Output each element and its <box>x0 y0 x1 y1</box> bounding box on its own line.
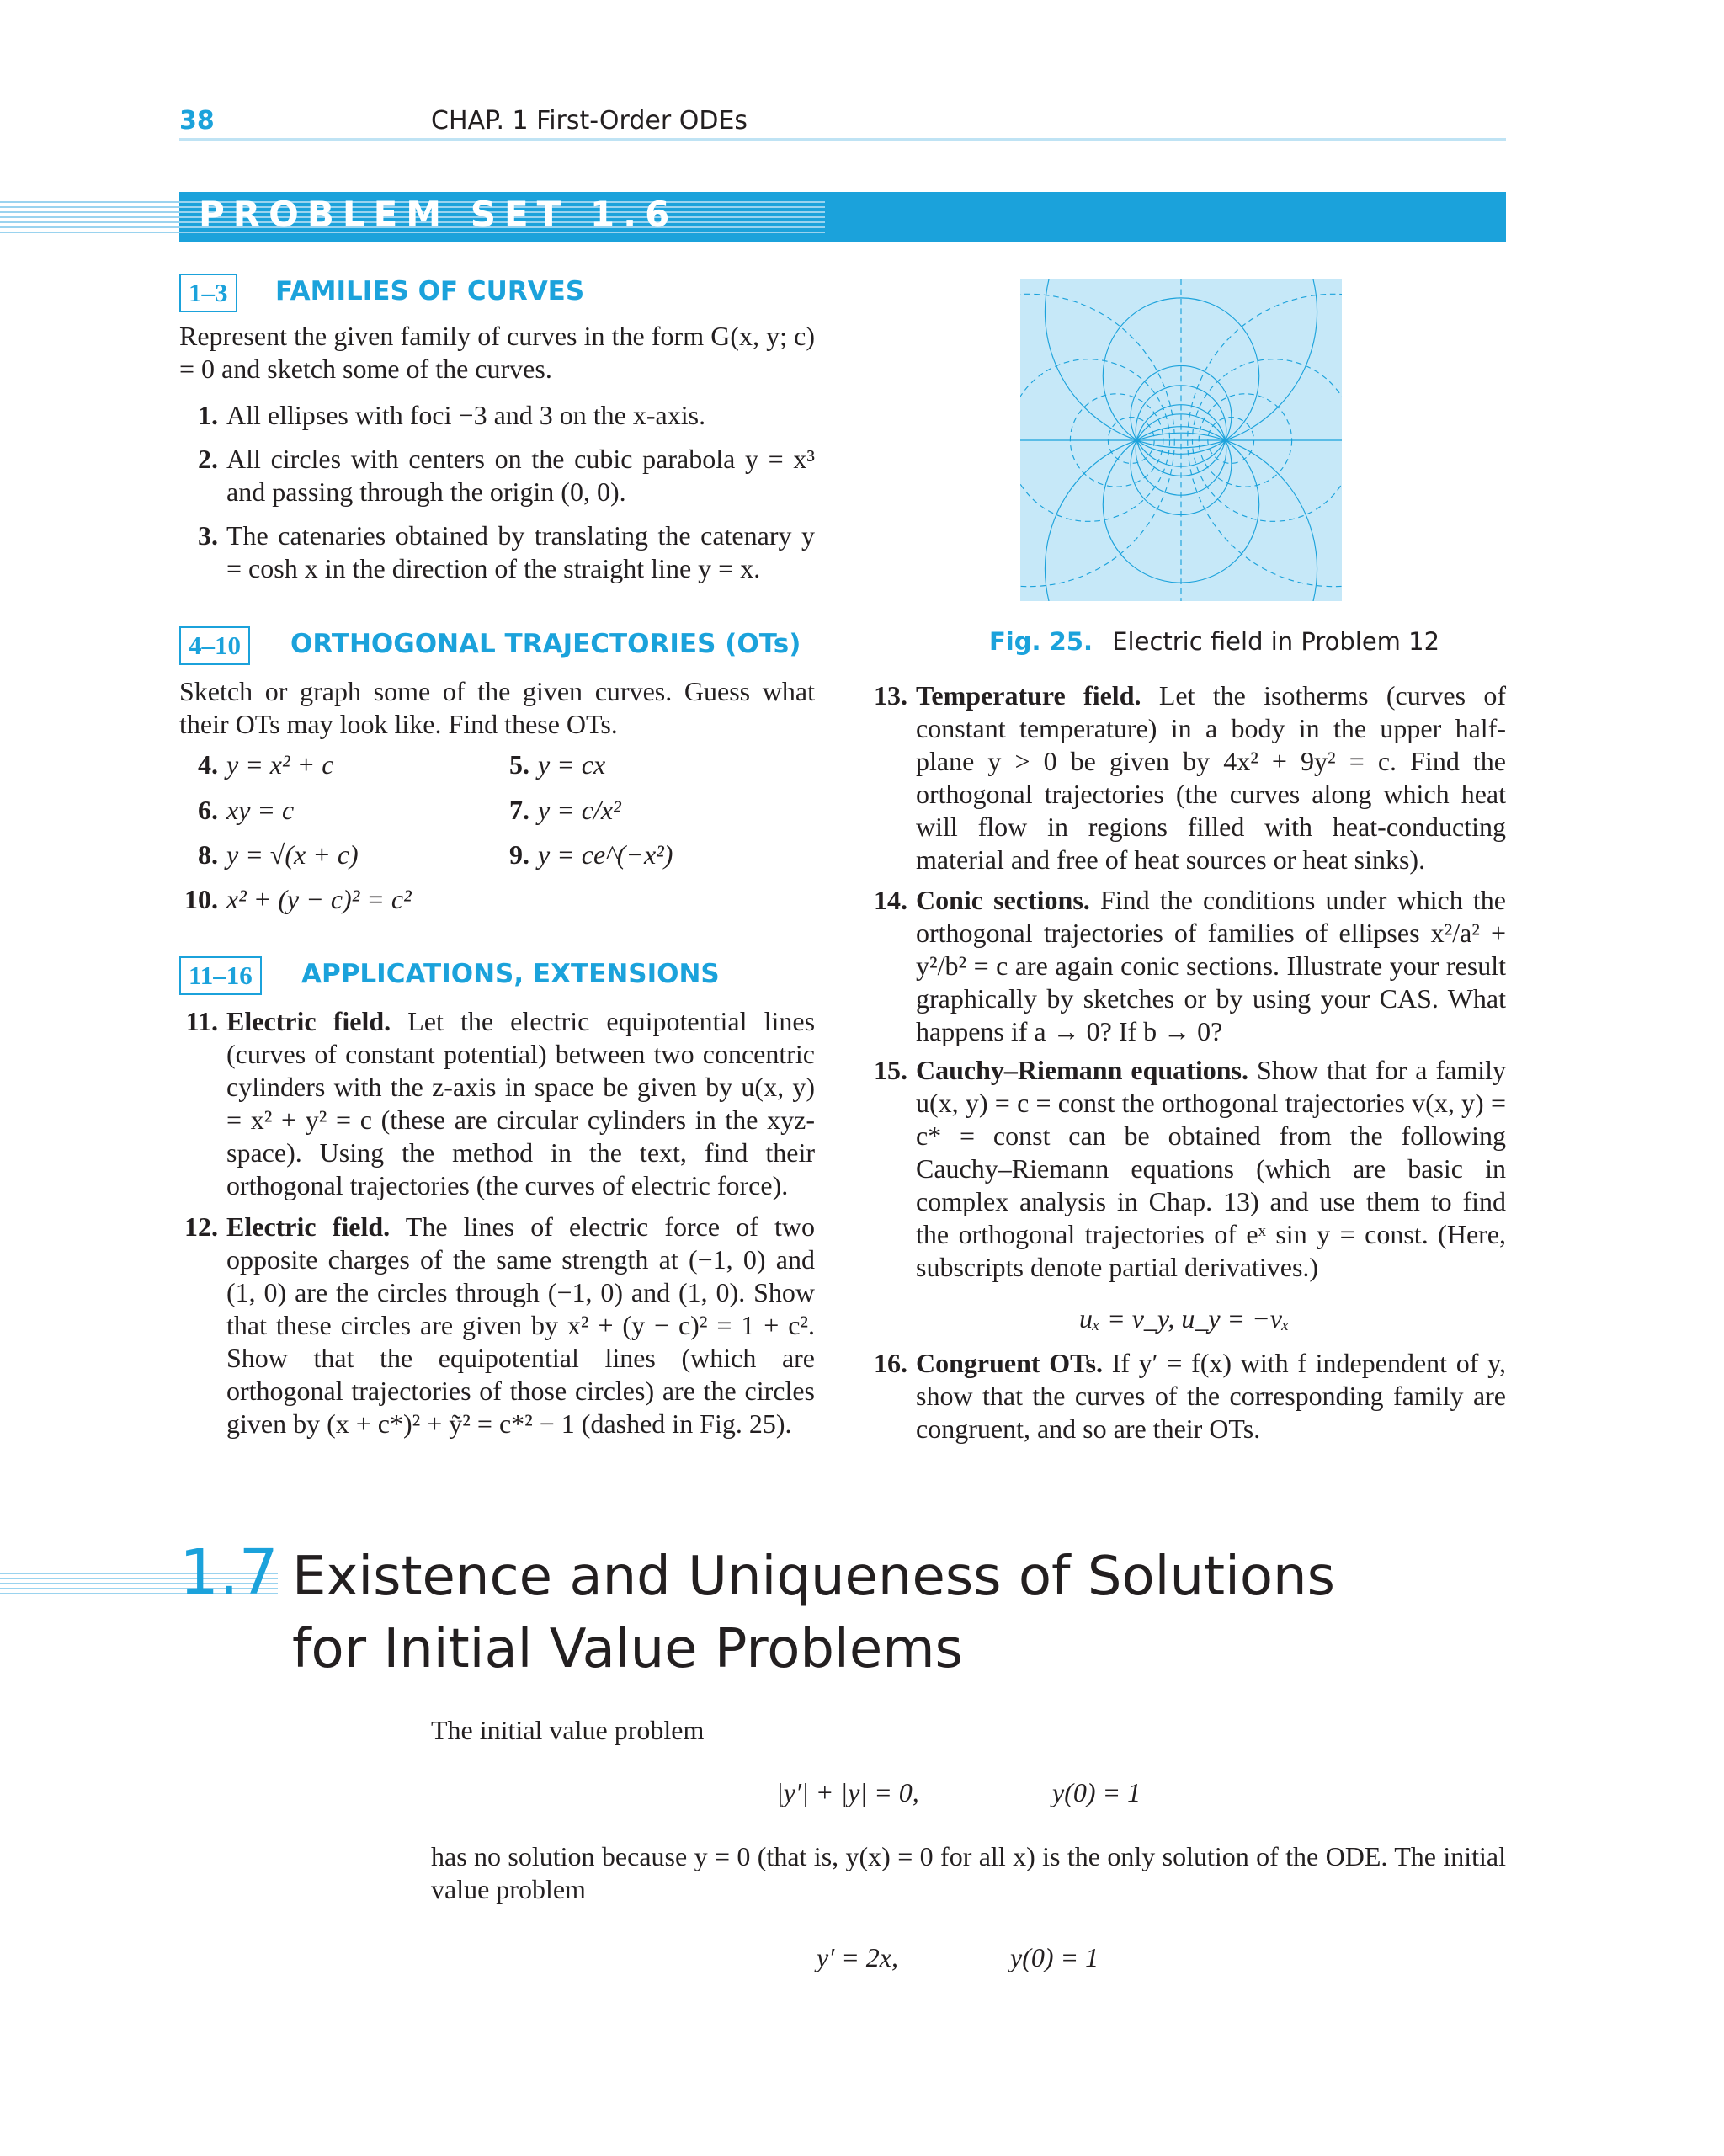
page-number: 38 <box>179 106 215 136</box>
section-range-11-16: 11–16 <box>179 956 262 995</box>
problem-number: 15. <box>874 1055 907 1085</box>
problem-3 <box>179 519 815 585</box>
problem-number: 2. <box>198 444 218 474</box>
problem-2 <box>179 443 815 508</box>
problem-lead: Electric field. <box>226 1006 391 1036</box>
problem-number: 12. <box>184 1211 218 1242</box>
problem-11 <box>179 1005 815 1202</box>
problem-number: 13. <box>874 680 907 711</box>
section-intro-ots: Sketch or graph some of the given curves. Guess what their OTs may look like. Find these OTs. <box>179 676 815 739</box>
problem-number: 5. <box>509 749 529 780</box>
equation-1-right: y(0) = 1 <box>1052 1777 1141 1807</box>
section-title-ots: ORTHOGONAL TRAJECTORIES (OTs) <box>290 629 801 659</box>
header-rule <box>179 138 1506 141</box>
problem-6 <box>179 794 491 827</box>
problem-text: y = cx <box>538 749 606 780</box>
problem-9 <box>491 838 815 871</box>
problem-text: Let the electric equipotential lines (curves of constant potential) between two concentric cylinders with the z-axis in space be given by u(x, y) = x² + y² = c (these are circular cylinders in the xyz-space). Using the method in the text, find their orthogonal trajectories (the curves of electric force). <box>226 1006 816 1200</box>
problem-number: 9. <box>509 839 529 870</box>
problem-text: The lines of electric force of two opposite charges of the same strength at (−1, 0) and (1, 0) are the circles through (−1, 0) and (1, 0). Show that these circles are given by x² + (y − c)² = 1 + c². Show that the equipotential lines (which are orthogonal trajectories of those circles) are the circles given by (x + c*)² + ỹ² = c*² − 1 (dashed in Fig. 25). <box>226 1211 816 1439</box>
field-lines-plot <box>1020 279 1342 601</box>
problem-text: Find the conditions under which the orthogonal trajectories of families of ellipses x²/a² + y²/b² = c are again conic sections. Illustrate your result graphically by sketches or by using your CAS. What happens if a → 0? If b → 0? <box>916 885 1507 1046</box>
problem-1 <box>179 399 815 432</box>
problem-7 <box>491 794 815 827</box>
problem-text: xy = c <box>226 795 295 825</box>
problem-16 <box>869 1347 1506 1445</box>
equation-1-left: |y′| + |y| = 0, <box>776 1777 919 1807</box>
body-paragraph-1: The initial value problem <box>431 1715 705 1745</box>
problem-lead: Electric field. <box>226 1211 391 1242</box>
section-range-1-3: 1–3 <box>179 274 237 312</box>
problem-5 <box>491 748 815 781</box>
problem-text: The catenaries obtained by translating the catenary y = cosh x in the direction of the straight line y = x. <box>226 520 815 583</box>
problem-12 <box>179 1211 815 1440</box>
problem-10 <box>179 883 815 916</box>
problem-13 <box>869 679 1506 876</box>
problem-number: 16. <box>874 1348 907 1378</box>
section-title-families: FAMILIES OF CURVES <box>275 276 585 306</box>
section-intro-families: Represent the given family of curves in the form G(x, y; c) = 0 and sketch some of the curves. <box>179 321 815 384</box>
problem-8 <box>179 838 491 871</box>
section-title-line-2: for Initial Value Problems <box>292 1618 963 1680</box>
problem-text: y = x² + c <box>226 749 334 780</box>
problem-number: 4. <box>198 749 218 780</box>
problem-number: 7. <box>509 795 529 825</box>
problem-lead: Congruent OTs. <box>916 1348 1103 1378</box>
figure-label: Fig. 25. <box>989 627 1093 656</box>
problem-text: If y′ = f(x) with f independent of y, show that the curves of the corresponding family are congruent, and so are their OTs. <box>916 1348 1507 1444</box>
problem-text: All ellipses with foci −3 and 3 on the x-axis. <box>226 400 706 430</box>
section-title <box>292 1541 1335 1685</box>
figure-caption-text: Electric field in Problem 12 <box>1112 627 1440 656</box>
body-paragraph-2: has no solution because y = 0 (that is, y(x) = 0 for all x) is the only solution of the ODE. The initial value problem <box>431 1841 1506 1904</box>
electric-field-figure <box>1020 279 1342 601</box>
problem-number: 3. <box>198 520 218 551</box>
problem-text: Let the isotherms (curves of constant temperature) in a body in the upper half-plane y > 0 be given by 4x² + 9y² = c. Find the orthogonal trajectories (the curves along which heat will flow in regions filled with heat-conducting material and free of heat sources or heat sinks). <box>916 680 1507 875</box>
problem-lead: Conic sections. <box>916 885 1090 915</box>
problem-text: y = √(x + c) <box>226 839 359 870</box>
section-number: 1.7 <box>179 1536 279 1609</box>
problem-text: x² + (y − c)² = c² <box>226 884 412 914</box>
section-range-4-10: 4–10 <box>179 626 250 665</box>
running-head: CHAP. 1 First-Order ODEs <box>431 106 748 136</box>
section-title-apps: APPLICATIONS, EXTENSIONS <box>301 959 720 989</box>
problem-number: 6. <box>198 795 218 825</box>
problem-number: 14. <box>874 885 907 915</box>
equation-2-right: y(0) = 1 <box>1010 1942 1099 1972</box>
equation-2-left: y′ = 2x, <box>817 1942 898 1972</box>
problem-number: 1. <box>198 400 218 430</box>
problem-15 <box>869 1054 1506 1284</box>
problem-set-title: PROBLEM SET 1.6 <box>199 194 678 235</box>
problem-text: y = c/x² <box>538 795 621 825</box>
problem-number: 8. <box>198 839 218 870</box>
problem-number: 10. <box>184 884 218 914</box>
section-title-line-1: Existence and Uniqueness of Solutions <box>292 1546 1335 1608</box>
problem-text: All circles with centers on the cubic parabola y = x³ and passing through the origin (0, 0). <box>226 444 815 507</box>
cauchy-riemann-equation: uₓ = v_y, u_y = −vₓ <box>1079 1303 1290 1334</box>
problem-4 <box>179 748 491 781</box>
problem-number: 11. <box>185 1006 218 1036</box>
problem-text: y = ce^(−x²) <box>538 839 673 870</box>
problem-text: Show that for a family u(x, y) = c = const the orthogonal trajectories v(x, y) = c* = const can be obtained from the following Cauchy–Riemann equations (which are basic in complex analysis in Chap. 13) and use them to find the orthogonal trajectories of eˣ sin y = const. (Here, subscripts denote partial derivatives.) <box>916 1055 1507 1282</box>
figure-caption <box>989 627 1439 656</box>
problem-14 <box>869 884 1506 1048</box>
problem-lead: Cauchy–Riemann equations. <box>916 1055 1248 1085</box>
problem-lead: Temperature field. <box>916 680 1141 711</box>
